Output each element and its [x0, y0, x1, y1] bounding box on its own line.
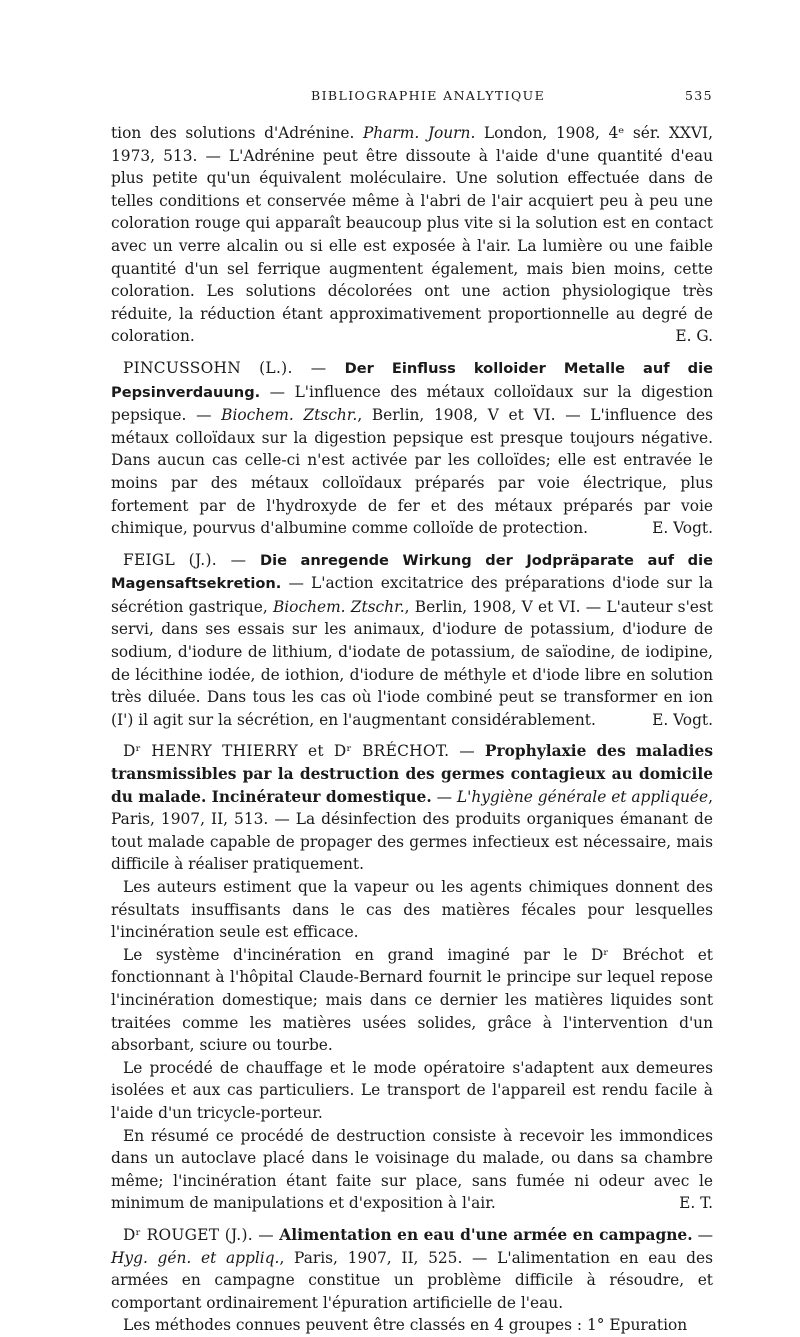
entry-body — [111, 549, 713, 732]
entry-body — [111, 1224, 713, 1314]
entry-title: Prophylaxie des maladies transmissibles par la destruction des germes contagieux au domicile du malade. Incinérateur domestique. — [111, 742, 713, 806]
entry-text: — — [431, 787, 457, 806]
journal-source: L'hygiène générale et appliquée — [456, 787, 709, 806]
entry-text: — L'influence des métaux colloïdaux sur la digestion pepsique. — — [111, 382, 713, 425]
entry-text: En résumé ce procédé de destruction consiste à recevoir les immondices dans un autoclave placé dans le voisinage du malade, ou dans sa chambre même; l'incinération étant faite sur place, sans fumée ni odeur avec le minimum de manipulations et d'exposition à l'air. — [111, 1126, 713, 1213]
journal-source: Pharm. Journ. — [362, 124, 476, 142]
entry-paragraph: Le système d'incinération en grand imaginé par le Dʳ Bréchot et fonctionnant à l'hôpital Claude-Bernard fournit le principe sur lequel repose l'incinération domestique; mais dans ce dernier les matières liquides sont traitées comme les matières usées solides, grâce à l'intervention d'un absorbant, sciure ou tourbe. — [111, 945, 713, 1055]
entry-author: Dʳ HENRY THIERRY et Dʳ BRÉCHOT. — — [123, 742, 485, 761]
running-head — [111, 88, 713, 110]
review-entry-thierry-brechot — [111, 740, 713, 1214]
entry-text: , Paris, 1907, II, 513. — La désinfection des produits organiques émanant de tout malade capable de propager des germes infectieux est nécessaire, mais difficile à réaliser pratiquement. — [111, 787, 713, 874]
page-number: 535 — [684, 88, 713, 103]
entry-author: PINCUSSOHN (L.). — — [123, 358, 345, 377]
entry-text: , Berlin, 1908, V et VI. — L'influence des métaux colloïdaux sur la digestion pepsique est presque toujours négative. Dans aucun cas celle-ci n'est activée par les colloïdes; elle est entravée le moins par des métaux colloïdaux préparés par voie électrique, plus fortement par de l'hydroxyde de fer et des métaux préparés par voie chimique, pourvus d'albumine comme colloïde de protection. — [111, 406, 713, 538]
review-entry-pincussohn — [111, 357, 713, 540]
page-content — [111, 122, 713, 1337]
entry-paragraph — [111, 1125, 713, 1215]
running-head-title: BIBLIOGRAPHIE ANALYTIQUE — [311, 88, 546, 103]
entry-author: Dʳ ROUGET (J.). — — [123, 1225, 280, 1244]
entry-text: , Paris, 1907, II, 525. — L'alimentation en eau des armées en campagne constitue un problème difficile à résoudre, et comportant ordinairement l'épuration artificielle de l'eau. — [111, 1248, 713, 1312]
review-entry-rouget — [111, 1224, 713, 1337]
entry-text: — L'action excitatrice des préparations d'iode sur la sécrétion gastrique, — [111, 574, 713, 616]
reviewer-signature: E. G. — [675, 327, 713, 346]
entry-paragraph: Les auteurs estiment que la vapeur ou les agents chimiques donnent des résultats insuffisants dans le cas des matières fécales pour lesquelles l'incinération seule est efficace. — [111, 878, 713, 942]
entry-text: London, 1908, 4ᵉ sér. XXVI, 1973, 513. — L'Adrénine peut être dissoute à l'aide d'une quantité d'eau plus petite qu'un équivalent moléculaire. Une solution effectuée dans de telles conditions et conservée même à l'abri de l'air acquiert peu à peu une coloration rouge qui apparaît beaucoup plus vite si la solution est en contact avec un verre alcalin ou si elle est exposée à l'air. La lumière ou une faible quantité d'un sel ferrique augmentent également, mais bien moins, cette coloration. Les solutions décolorées ont une action physiologique très réduite, la réduction étant approximativement proportionnelle au degré de coloration. — [111, 124, 713, 346]
entry-body — [111, 122, 713, 348]
entry-title: Alimentation en eau d'une armée en campagne. — [279, 1225, 693, 1244]
entry-body — [111, 740, 713, 876]
review-entry-adrenine — [111, 122, 713, 348]
entry-body — [111, 357, 713, 540]
entry-title: Der Einfluss kolloider Metalle auf die Pepsinverdauung. — [111, 359, 713, 401]
reviewer-signature: E. Vogt. — [652, 710, 713, 729]
journal-source: Biochem. Ztschr. — [221, 406, 358, 425]
entry-paragraph: Le procédé de chauffage et le mode opératoire s'adaptent aux demeures isolées et aux cas particuliers. Le transport de l'appareil est rendu facile à l'aide d'un tricycle-porteur. — [111, 1058, 713, 1122]
entry-author: FEIGL (J.). — — [123, 550, 260, 569]
entry-text: — — [692, 1225, 713, 1244]
journal-source: Biochem. Ztschr. — [272, 597, 405, 616]
entry-text: , Berlin, 1908, V et VI. — L'auteur s'est servi, dans ses essais sur les animaux, d'iodure de potassium, d'iodure de sodium, d'iodure de lithium, d'iodate de potassium, de saïodine, de iodipine, de lécithine iodée, de iothion, d'iodure de méthyle et d'iode libre en solution très diluée. Dans tous les cas où l'iode combiné peut se transformer en ion (I') il agit sur la sécrétion, en l'augmentant considérablement. — [111, 597, 713, 729]
entry-text: tion des solutions d'Adrénine. — [111, 124, 363, 142]
entry-title: Die anregende Wirkung der Jodpräparate auf die Magensaftsekretion. — [111, 551, 713, 593]
reviewer-signature: E. Vogt. — [652, 519, 713, 538]
review-entry-feigl — [111, 549, 713, 732]
entry-paragraph: Les méthodes connues peuvent être classés en 4 groupes : 1° Epuration — [123, 1316, 688, 1335]
journal-source: Hyg. gén. et appliq. — [111, 1248, 280, 1267]
reviewer-signature: E. T. — [679, 1194, 713, 1213]
